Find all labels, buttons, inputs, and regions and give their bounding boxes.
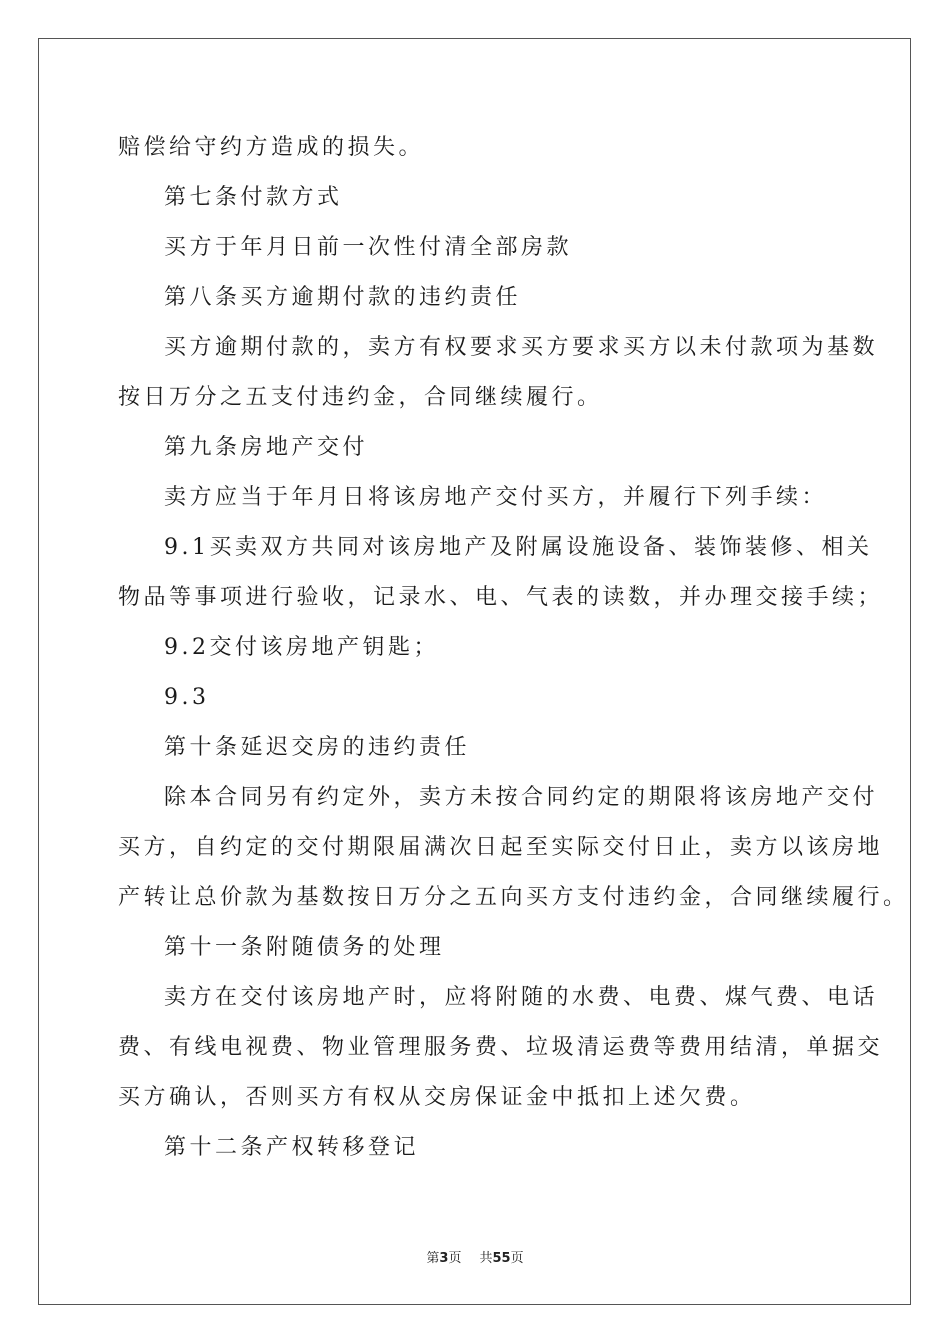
text-line: 除本合同另有约定外，卖方未按合同约定的期限将该房地产交付: [164, 785, 879, 810]
total-label-prefix: 共: [479, 1251, 493, 1266]
section-heading: 第十二条产权转移登记: [164, 1135, 420, 1160]
text-line: 9.1买卖双方共同对该房地产及附属设施设备、装饰装修、相关: [164, 535, 873, 560]
text-line: 买方于年月日前一次性付清全部房款: [164, 235, 573, 260]
section-heading: 第十条延迟交房的违约责任: [164, 735, 471, 760]
section-heading: 第七条付款方式: [164, 185, 343, 210]
total-pages: 55: [492, 1251, 511, 1266]
page-footer: [0, 1247, 950, 1266]
text-line: 买方确认，否则买方有权从交房保证金中抵扣上述欠费。: [118, 1085, 756, 1110]
section-heading: 第十一条附随债务的处理: [164, 935, 445, 960]
text-line: 9.3: [164, 685, 210, 710]
text-line: 买方，自约定的交付期限届满次日起至实际交付日止，卖方以该房地: [118, 835, 884, 860]
text-line: 9.2交付该房地产钥匙；: [164, 635, 439, 660]
text-line: 赔偿给守约方造成的损失。: [118, 135, 425, 160]
page-border: [38, 38, 911, 1305]
section-heading: 第八条买方逾期付款的违约责任: [164, 285, 522, 310]
section-heading: 第九条房地产交付: [164, 435, 369, 460]
page-label-suffix: 页: [448, 1251, 462, 1266]
text-line: 按日万分之五支付违约金，合同继续履行。: [118, 385, 603, 410]
text-line: 产转让总价款为基数按日万分之五向买方支付违约金，合同继续履行。: [118, 885, 909, 910]
page-label-prefix: 第: [426, 1251, 440, 1266]
total-label-suffix: 页: [510, 1251, 524, 1266]
text-line: 卖方应当于年月日将该房地产交付买方，并履行下列手续：: [164, 485, 828, 510]
page-number: 3: [439, 1251, 449, 1266]
text-line: 物品等事项进行验收，记录水、电、气表的读数，并办理交接手续；: [118, 585, 884, 610]
text-line: 买方逾期付款的，卖方有权要求买方要求买方以未付款项为基数: [164, 335, 879, 360]
text-line: 卖方在交付该房地产时，应将附随的水费、电费、煤气费、电话: [164, 985, 879, 1010]
text-line: 费、有线电视费、物业管理服务费、垃圾清运费等费用结清，单据交: [118, 1035, 884, 1060]
